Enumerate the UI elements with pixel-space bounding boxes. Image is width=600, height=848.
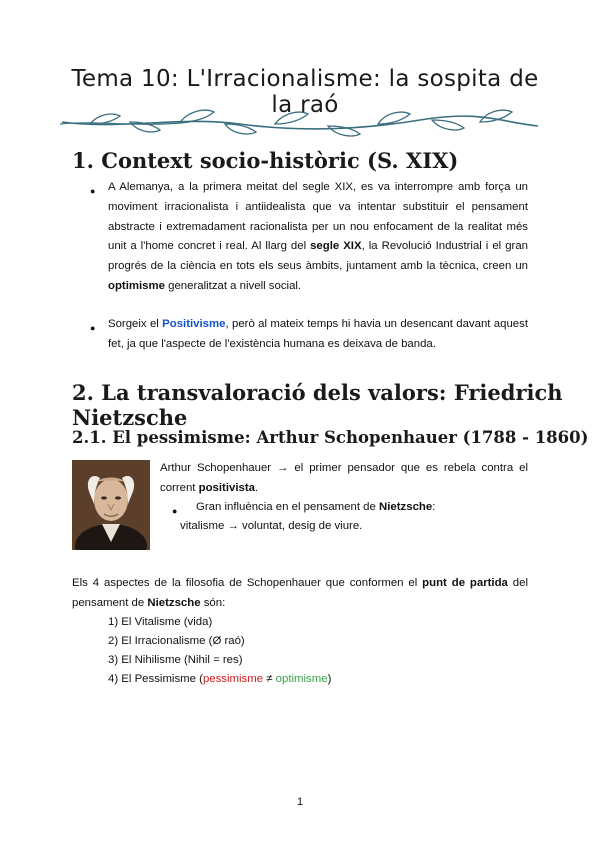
list-item: 1) El Vitalisme (vida) bbox=[108, 616, 213, 628]
schopenhauer-portrait bbox=[72, 460, 150, 550]
list-item: 2) El Irracionalisme (Ø raó) bbox=[108, 635, 245, 647]
vine-divider-decoration bbox=[60, 100, 540, 144]
list-item: 4) El Pessimisme (pessimisme ≠ optimisme) bbox=[108, 673, 332, 685]
section-2-heading: 2. La transvaloració dels valors: Friedrich Nietzsche bbox=[72, 380, 563, 430]
list-item: 3) El Nihilisme (Nihil = res) bbox=[108, 654, 243, 666]
bullet-marker: ● bbox=[90, 186, 96, 196]
schopenhauer-influence: Gran influència en el pensament de Nietzsche: bbox=[196, 501, 436, 513]
aspects-intro: Els 4 aspectes de la filosofia de Schopenhauer que conformen el punt de partida del pensament de Nietzsche són: bbox=[72, 577, 528, 609]
vitalism-line: vitalisme → voluntat, desig de viure. bbox=[180, 520, 363, 532]
section-1-heading: 1. Context socio-històric (S. XIX) bbox=[72, 148, 459, 173]
bullet-marker: ● bbox=[90, 323, 96, 333]
section-1-bullet-1: A Alemanya, a la primera meitat del segle XIX, es va interrompre amb força un moviment irracionalista i antiidealista que va intentar substituir el pensament abstracte i extremadament racionalista per un nou enfocament de la realitat més unit a l'home concret i real. Al llarg del segle XIX, la Revolució Industrial i el gran progrés de la ciència en tots els seus àmbits, juntament amb la tècnica, creen un optimisme generalitzat a nivell social. bbox=[108, 181, 528, 292]
section-2-1-heading: 2.1. El pessimisme: Arthur Schopenhauer (1788 - 1860) bbox=[72, 428, 589, 447]
page-number: 1 bbox=[296, 796, 304, 808]
bullet-marker: ● bbox=[172, 506, 178, 516]
page-title: Tema 10: L'Irracionalisme: la sospita de la raó bbox=[71, 66, 539, 118]
schopenhauer-intro: Arthur Schopenhauer → el primer pensador que es rebela contra el corrent positivista. bbox=[160, 462, 528, 494]
section-1-bullet-2: Sorgeix el Positivisme, però al mateix temps hi havia un desencant davant aquest fet, ja que l'aspecte de l'existència humana es deixava de banda. bbox=[108, 318, 528, 350]
